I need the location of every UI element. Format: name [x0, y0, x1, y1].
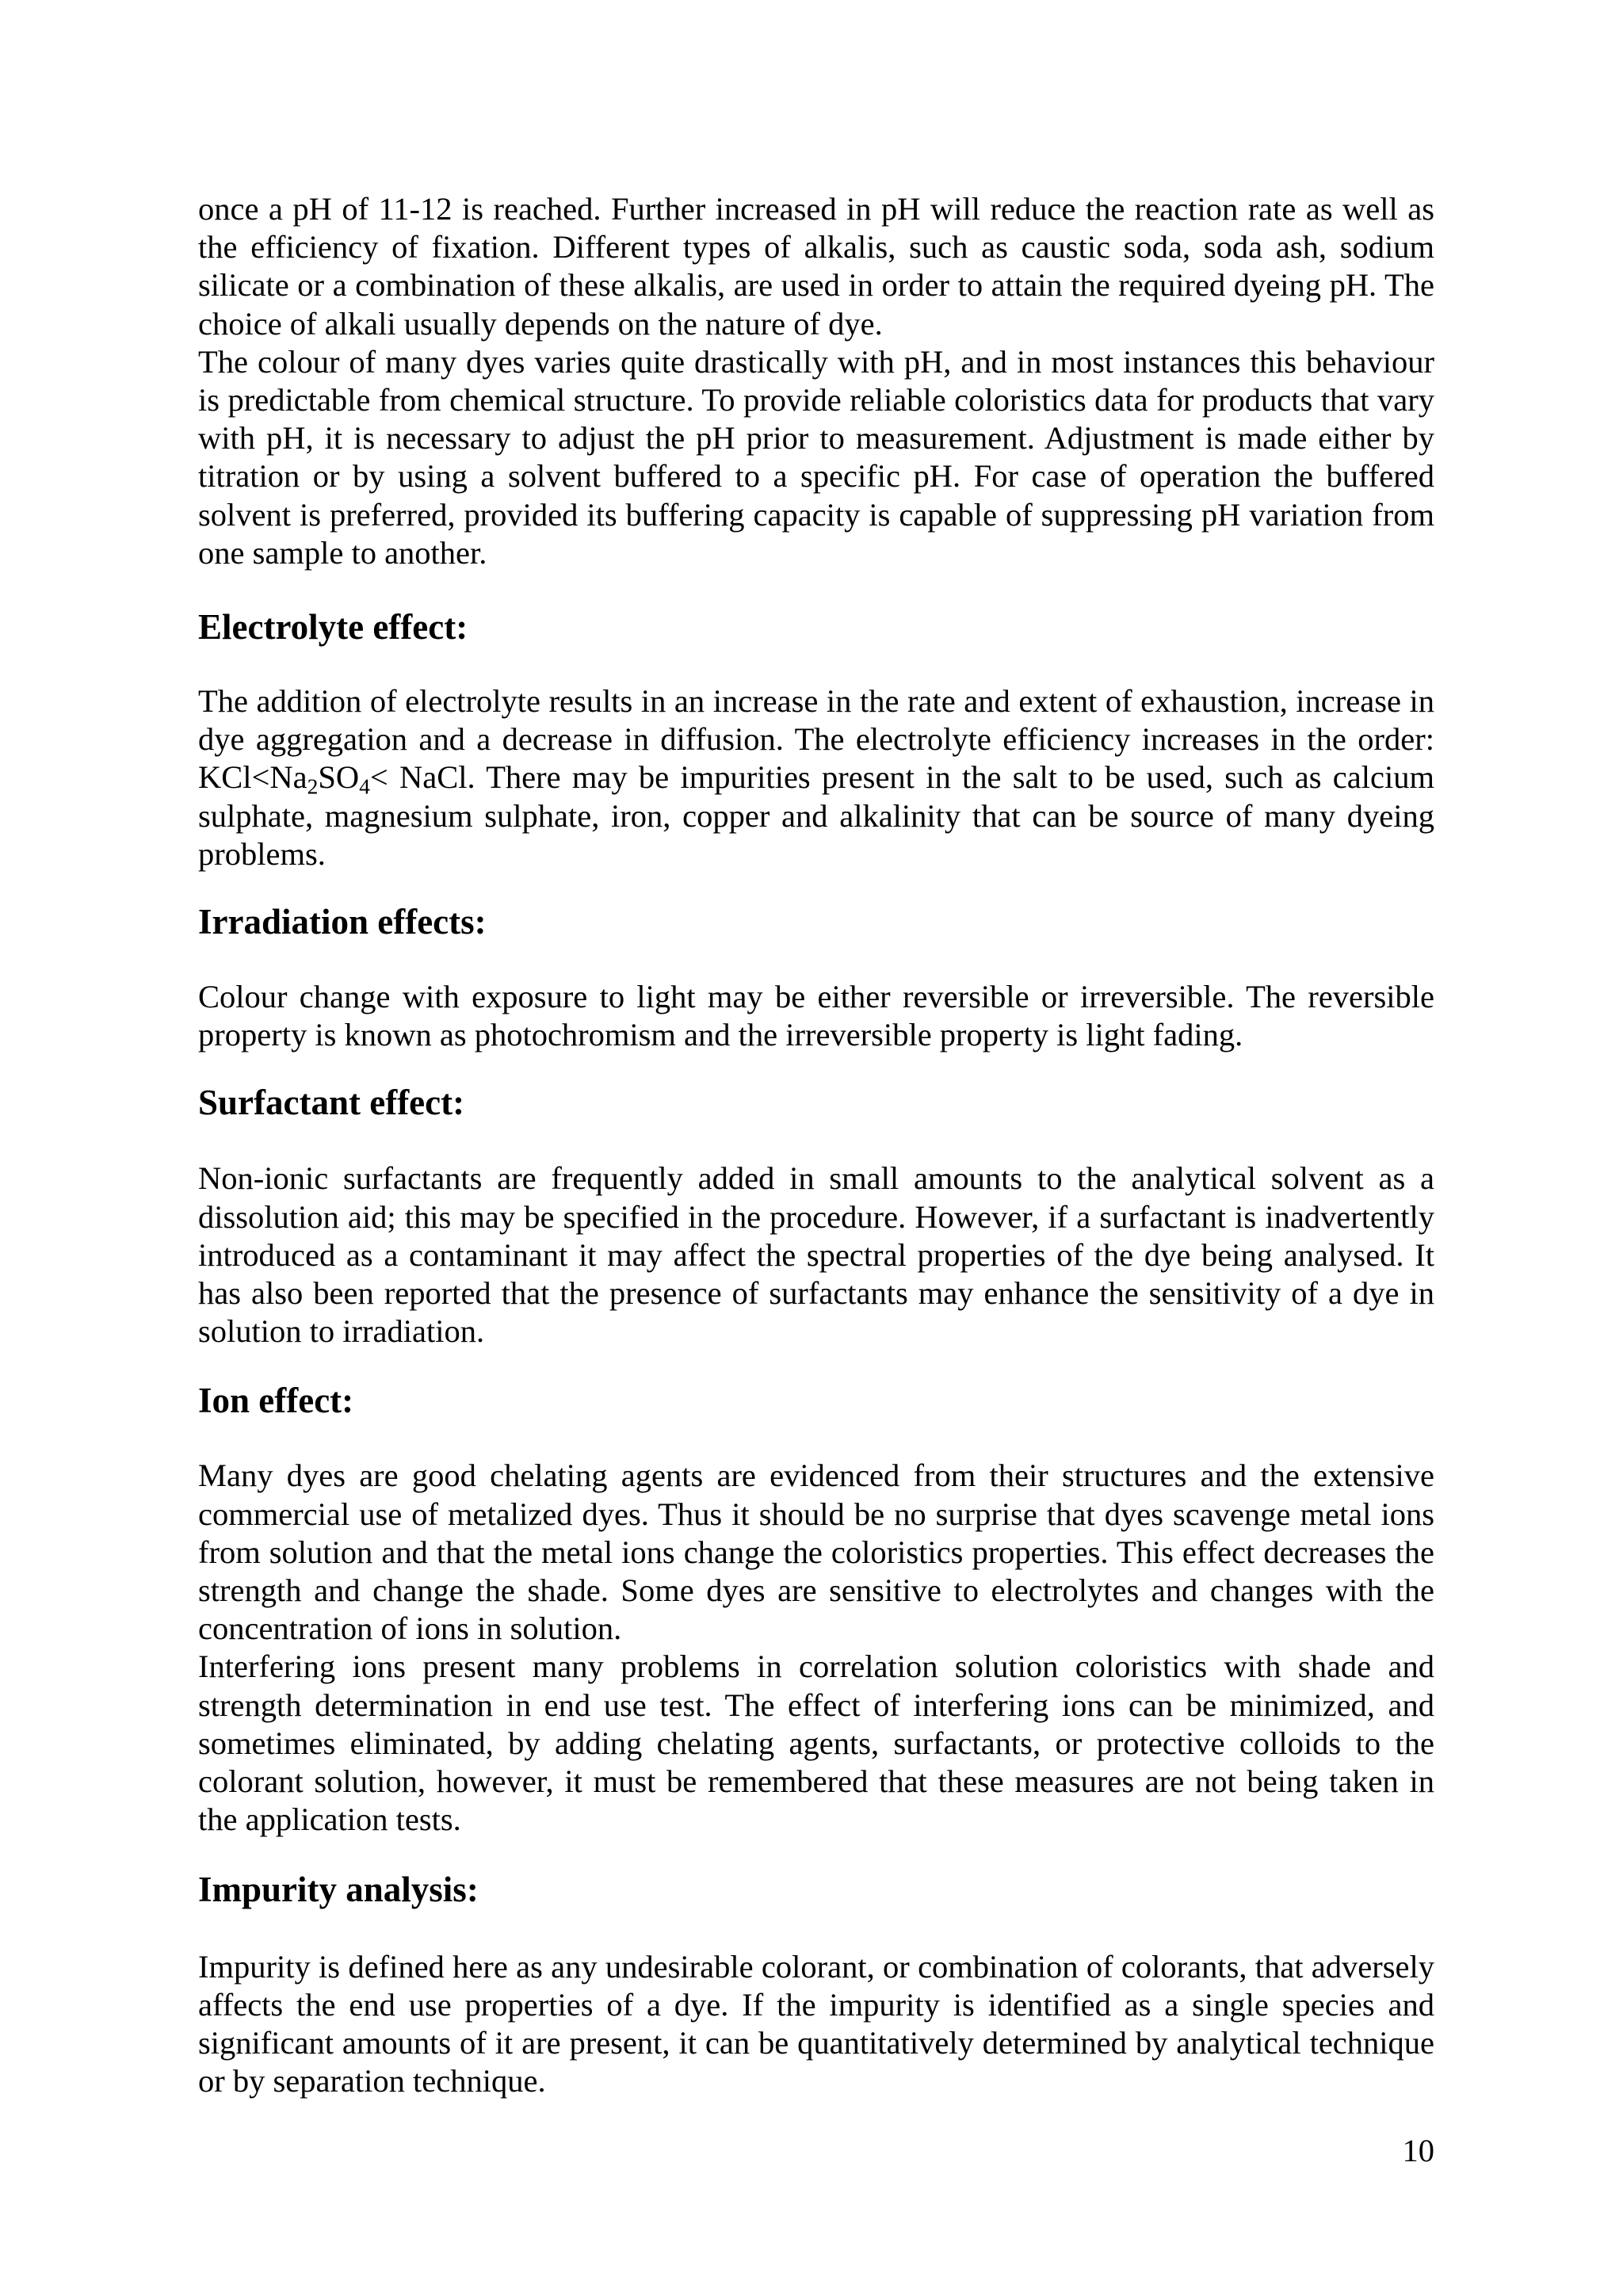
surfactant-paragraph: Non-ionic surfactants are frequently added in small amounts to the analytical solvent as a dissolution aid; this may be specified in the procedure. However, if a surfactant is inadvertently introduced as a contaminant it may affect the spectral properties of the dye being analysed. It has also been reported that the presence of surfactants may enhance the sensitivity of a dye in solution to irradiation.	[198, 1160, 1434, 1350]
subscript-2: 2	[307, 774, 319, 800]
page-number: 10	[1402, 2133, 1434, 2168]
heading-irradiation-effects: Irradiation effects:	[198, 902, 487, 942]
heading-surfactant-effect: Surfactant effect:	[198, 1083, 465, 1123]
ion-paragraph-1: Many dyes are good chelating agents are evidenced from their structures and the extensive commercial use of metalized dyes. Thus it should be no surprise that dyes scavenge metal ions from solution and that the metal ions change the coloristics properties. This effect decreases the strength and change the shade. Some dyes are sensitive to electrolytes and changes with the concentration of ions in solution.	[198, 1457, 1434, 1647]
heading-ion-effect: Ion effect:	[198, 1381, 354, 1421]
subscript-4: 4	[359, 774, 370, 800]
electrolyte-text-before: The addition of electrolyte results in an increase in the rate and extent of exhaustion, increase in dye aggregation and a decrease in diffusion. The electrolyte efficiency increases in the order: KCl<Na	[198, 683, 1434, 796]
electrolyte-paragraph	[198, 682, 1434, 873]
page-body	[198, 190, 1434, 2100]
irradiation-paragraph: Colour change with exposure to light may be either reversible or irreversible. The reversible property is known as photochromism and the irreversible property is light fading.	[198, 979, 1434, 1053]
heading-impurity-analysis: Impurity analysis:	[198, 1869, 479, 1909]
electrolyte-text-after: < NaCl. There may be impurities present in the salt to be used, such as calcium sulphate, magnesium sulphate, iron, copper and alkalinity that can be source of many dyeing problems.	[198, 759, 1434, 872]
intro-paragraph-2: The colour of many dyes varies quite drastically with pH, and in most instances this behaviour is predictable from chemical structure. To provide reliable coloristics data for products that vary with pH, it is necessary to adjust the pH prior to measurement. Adjustment is made either by titration or by using a solvent buffered to a specific pH. For case of operation the buffered solvent is preferred, provided its buffering capacity is capable of suppressing pH variation from one sample to another.	[198, 343, 1434, 571]
intro-paragraph-1: once a pH of 11-12 is reached. Further increased in pH will reduce the reaction rate as well as the efficiency of fixation. Different types of alkalis, such as caustic soda, soda ash, sodium silicate or a combination of these alkalis, are used in order to attain the required dyeing pH. The choice of alkali usually depends on the nature of dye.	[198, 191, 1434, 342]
electrolyte-text-mid: SO	[318, 759, 360, 796]
heading-electrolyte-effect: Electrolyte effect:	[198, 607, 468, 648]
impurity-paragraph: Impurity is defined here as any undesirable colorant, or combination of colorants, that adversely affects the end use properties of a dye. If the impurity is identified as a single species and significant amounts of it are present, it can be quantitatively determined by analytical technique or by separation technique.	[198, 1948, 1434, 2099]
ion-paragraph-2: Interfering ions present many problems in correlation solution coloristics with shade and strength determination in end use test. The effect of interfering ions can be minimized, and sometimes eliminated, by adding chelating agents, surfactants, or protective colloids to the colorant solution, however, it must be remembered that these measures are not being taken in the application tests.	[198, 1648, 1434, 1838]
